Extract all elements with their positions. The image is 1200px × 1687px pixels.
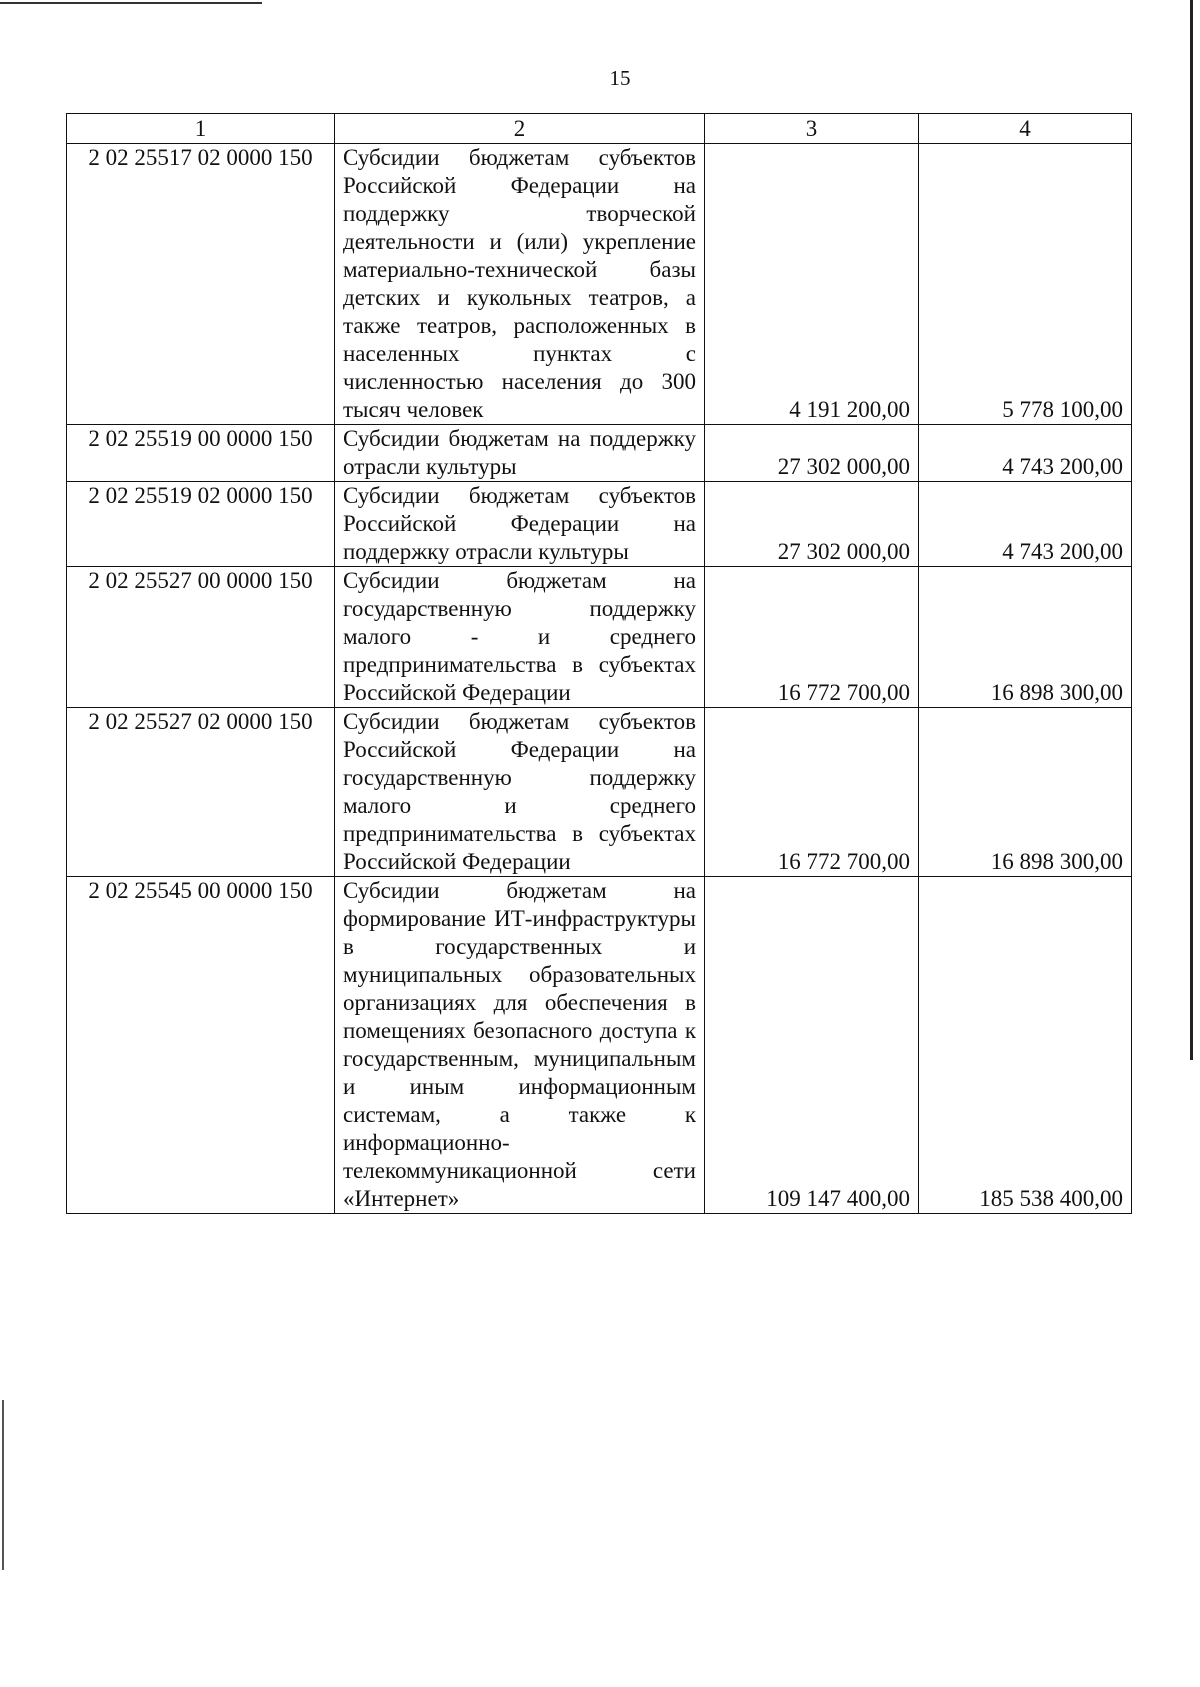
amount-column-3: 4 191 200,00 [705,144,919,425]
scan-edge-line-left [2,1400,4,1570]
amount-column-3: 16 772 700,00 [705,708,919,877]
budget-item-name: Субсидии бюджетам субъектов Российской Федерации на поддержку творческой деятельности и (или) укрепление материально-технической базы детских и кукольных театров, а также театров, расположенных в населенных пунктах с численностью населения до 300 тысяч человек [335,144,705,425]
table-row [67,425,1132,482]
amount-column-4: 16 898 300,00 [919,567,1132,708]
budget-item-name: Субсидии бюджетам на поддержку отрасли культуры [335,425,705,482]
budget-code: 2 02 25519 02 0000 150 [67,482,335,567]
column-header-2: 2 [335,114,705,144]
budget-code: 2 02 25545 00 0000 150 [67,877,335,1214]
amount-column-3: 16 772 700,00 [705,567,919,708]
amount-column-4: 5 778 100,00 [919,144,1132,425]
budget-code: 2 02 25519 00 0000 150 [67,425,335,482]
table-row [67,708,1132,877]
table-header-row [67,114,1132,144]
budget-code: 2 02 25527 02 0000 150 [67,708,335,877]
budget-code: 2 02 25517 02 0000 150 [67,144,335,425]
column-header-1: 1 [67,114,335,144]
amount-column-3: 109 147 400,00 [705,877,919,1214]
amount-column-4: 16 898 300,00 [919,708,1132,877]
column-header-3: 3 [705,114,919,144]
budget-item-name: Субсидии бюджетам на формирование ИТ-инфраструктуры в государственных и муниципальных образовательных организациях для обеспечения в помещениях безопасного доступа к государственным, муниципальным и иным информационным системам, а также к информационно-телекоммуникационной сети «Интернет» [335,877,705,1214]
page-number: 15 [609,66,631,90]
amount-column-3: 27 302 000,00 [705,482,919,567]
amount-column-3: 27 302 000,00 [705,425,919,482]
budget-code: 2 02 25527 00 0000 150 [67,567,335,708]
budget-item-name: Субсидии бюджетам субъектов Российской Федерации на поддержку отрасли культуры [335,482,705,567]
table-row [67,877,1132,1214]
column-header-4: 4 [919,114,1132,144]
budget-table [66,113,1132,1214]
table-row [67,567,1132,708]
amount-column-4: 4 743 200,00 [919,425,1132,482]
budget-item-name: Субсидии бюджетам на государственную поддержку малого - и среднего предпринимательства в субъектах Российской Федерации [335,567,705,708]
table-row [67,144,1132,425]
table-row [67,482,1132,567]
amount-column-4: 185 538 400,00 [919,877,1132,1214]
scan-edge-line-top [0,2,262,4]
budget-item-name: Субсидии бюджетам субъектов Российской Федерации на государственную поддержку малого и среднего предпринимательства в субъектах Российской Федерации [335,708,705,877]
scan-edge-line-right [1190,0,1193,1060]
amount-column-4: 4 743 200,00 [919,482,1132,567]
